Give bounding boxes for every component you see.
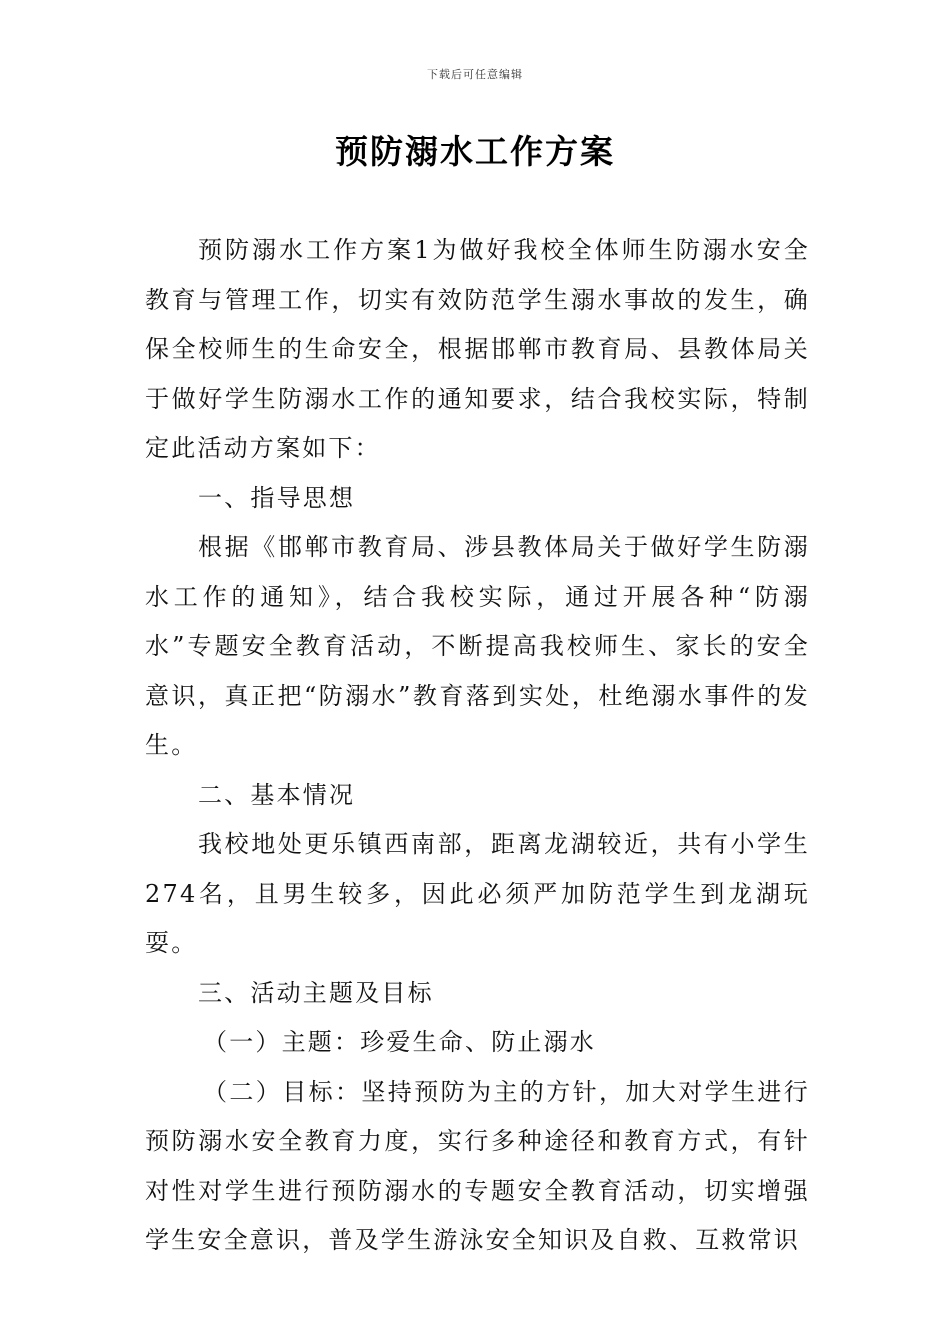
section-heading-guiding-principles: 一、指导思想	[198, 483, 356, 512]
basic-situation-paragraph: 我校地处更乐镇西南部，距离龙湖较近，共有小学生274名，且男生较多，因此必须严加防范学生到龙湖玩耍。	[145, 830, 810, 957]
guiding-principles-paragraph: 根据《邯郸市教育局、涉县教体局关于做好学生防溺水工作的通知》，结合我校实际，通过开展各种“防溺水”专题安全教育活动，不断提高我校师生、家长的安全意识，真正把“防溺水”教育落到实处，杜绝溺水事件的发生。	[145, 533, 810, 759]
document-title: 预防溺水工作方案	[335, 132, 615, 171]
intro-paragraph: 预防溺水工作方案1为做好我校全体师生防溺水安全教育与管理工作，切实有效防范学生溺水事故的发生，确保全校师生的生命安全，根据邯郸市教育局、县教体局关于做好学生防溺水工作的通知要求，结合我校实际，特制定此活动方案如下：	[145, 236, 810, 462]
section-heading-basic-situation: 二、基本情况	[198, 780, 356, 809]
document-body	[145, 226, 810, 1266]
goals-item: （二）目标：坚持预防为主的方针，加大对学生进行预防溺水安全教育力度，实行多种途径和教育方式，有针对性对学生进行预防溺水的专题安全教育活动，切实增强学生安全意识，普及学生游泳安全知识及自救、互救常识	[145, 1077, 810, 1254]
header-note: 下载后可任意编辑	[427, 68, 523, 81]
section-heading-theme-and-goals: 三、活动主题及目标	[198, 978, 434, 1007]
theme-item: （一）主题：珍爱生命、防止溺水	[203, 1028, 596, 1056]
